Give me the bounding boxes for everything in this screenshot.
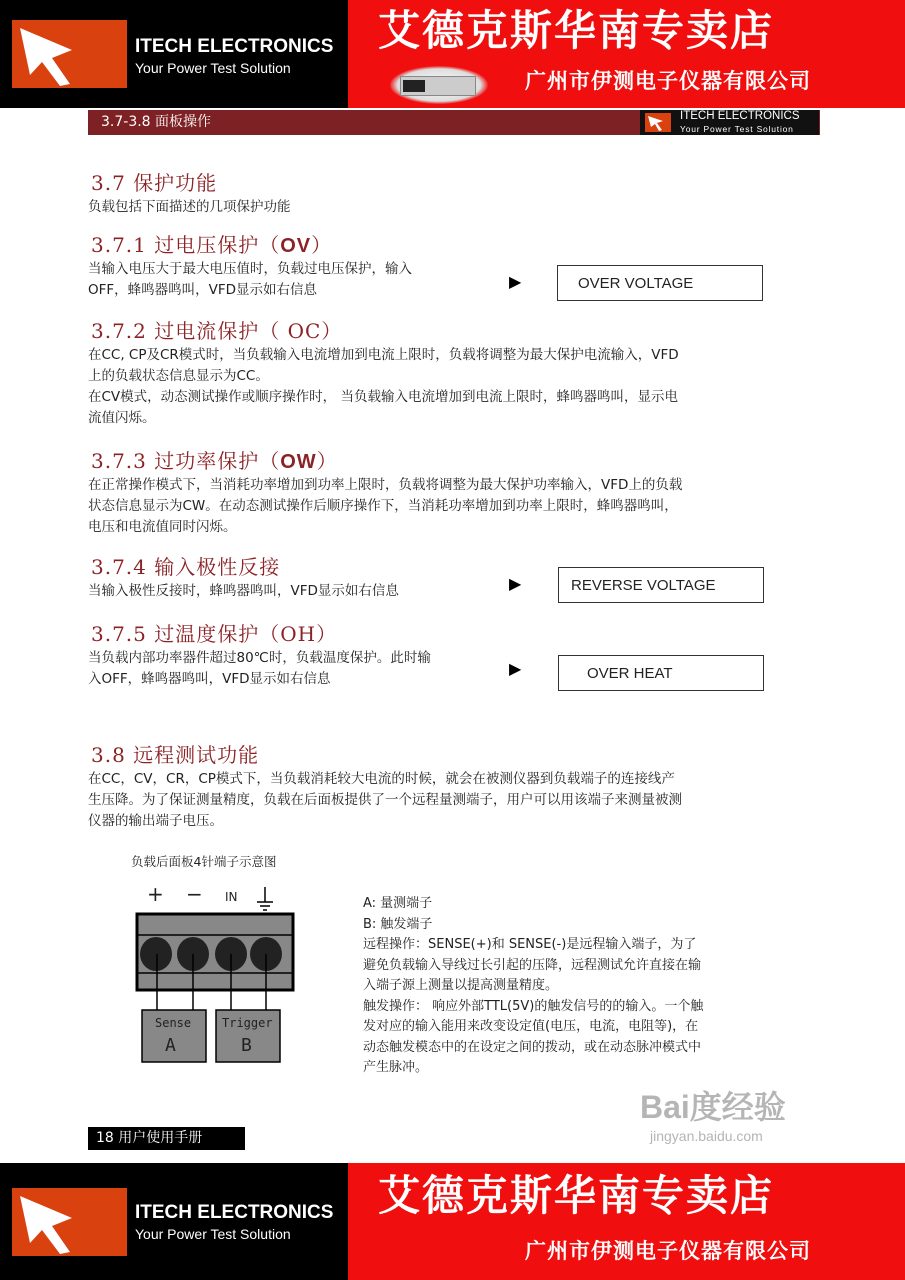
in-label: IN bbox=[225, 890, 238, 904]
brand-name: ITECH ELECTRONICS bbox=[135, 36, 334, 57]
brand-name: ITECH ELECTRONICS bbox=[135, 1202, 334, 1223]
plus-label: + bbox=[147, 882, 164, 906]
arrow-right-icon: ▶ bbox=[509, 659, 522, 678]
reverse-text: 当输入极性反接时，蜂鸣器鸣叫，VFD显示如右信息 bbox=[88, 583, 399, 599]
heading-oh: 3.7.5 过温度保护（OH） bbox=[91, 622, 338, 646]
itech-logo bbox=[12, 1188, 127, 1256]
intro-text: 负载包括下面描述的几项保护功能 bbox=[88, 199, 291, 215]
vfd-over-heat: OVER HEAT bbox=[558, 655, 764, 691]
company-name: 广州市伊测电子仪器有限公司 bbox=[525, 1239, 811, 1263]
ov-text: 当输入电压大于最大电压值时，负载过电压保护，输入 OFF，蜂鸣器鸣叫，VFD显示如右信息 bbox=[88, 261, 412, 298]
vfd-reverse-voltage: REVERSE VOLTAGE bbox=[558, 567, 764, 603]
itech-logo bbox=[12, 20, 127, 88]
mini-brand: ITECH ELECTRONICS bbox=[680, 110, 800, 122]
heading-reverse: 3.7.4 输入极性反接 bbox=[91, 555, 281, 579]
baidu-watermark-url: jingyan.baidu.com bbox=[650, 1128, 763, 1144]
company-name: 广州市伊测电子仪器有限公司 bbox=[525, 69, 811, 93]
shop-name: 艾德克斯华南专卖店 bbox=[378, 6, 775, 55]
sense-label: Sense bbox=[155, 1016, 192, 1030]
page-number: 18 用户使用手册 bbox=[88, 1127, 245, 1150]
brand-tagline: Your Power Test Solution bbox=[135, 60, 291, 76]
terminal-diagram bbox=[135, 880, 295, 1065]
mini-tagline: Your Power Test Solution bbox=[680, 124, 794, 134]
device-icon bbox=[400, 76, 476, 96]
terminal-block bbox=[135, 880, 295, 1065]
heading-ov: 3.7.1 过电压保护（OV） bbox=[91, 233, 333, 257]
brand-tagline: Your Power Test Solution bbox=[135, 1226, 291, 1242]
arrow-right-icon: ▶ bbox=[509, 574, 522, 593]
ow-text: 在正常操作模式下，当消耗功率增加到功率上限时，负载将调整为最大保护功率输入，VFD上的负载 状态信息显示为CW。在动态测试操作后顺序操作下，当消耗功率增加到功率上限时，蜂鸣器鸣叫， 电压和电流值同时闪烁。 bbox=[88, 477, 683, 535]
a-label: A bbox=[165, 1035, 176, 1056]
remote-text: 在CC，CV，CR，CP模式下，当负载消耗较大电流的时候，就会在被测仪器到负载端子的连接线产 生压降。为了保证测量精度，负载在后面板提供了一个远程量测端子，用户可以用该端子来测量被测 仪器的输出端子电压。 bbox=[88, 771, 682, 829]
minus-label: − bbox=[186, 882, 203, 906]
terminal-description: A: 量测端子 B: 触发端子 远程操作：SENSE(+)和 SENSE(-)是远程输入端子，为了 避免负载输入导线过长引起的压降，远程测试允许直接在输 入端子源上测量以提高测量精度。 触发操作： 响应外部TTL(5V)的触发信号的的输入。一个触 发对应的输入能用来改变设定值(电压，电流，电阻等)，在 动态触发模态中的在设定之间的拨动，或在动态脉冲模式中 产生脉冲。 bbox=[363, 896, 704, 1075]
shop-name: 艾德克斯华南专卖店 bbox=[378, 1171, 775, 1220]
heading-3-8: 3.8 远程测试功能 bbox=[91, 743, 260, 767]
baidu-watermark: Bai度经验 bbox=[640, 1089, 786, 1125]
oc-text: 在CC, CP及CR模式时，当负载输入电流增加到电流上限时，负载将调整为最大保护电流输入，VFD 上的负载状态信息显示为CC。 在CV模式，动态测试操作或顺序操作时， 当负载输入电流增加到电流上限时，蜂鸣器鸣叫，显示电 流值闪烁。 bbox=[88, 347, 679, 426]
diagram-caption: 负载后面板4针端子示意图 bbox=[131, 854, 277, 869]
oh-text: 当负载内部功率器件超过80℃时，负载温度保护。此时输 入OFF，蜂鸣器鸣叫，VFD显示如右信息 bbox=[88, 650, 431, 687]
heading-3-7: 3.7 保护功能 bbox=[91, 171, 218, 195]
arrow-right-icon: ▶ bbox=[509, 272, 522, 291]
heading-oc: 3.7.2 过电流保护（ OC） bbox=[91, 319, 343, 343]
section-title: 3.7-3.8 面板操作 bbox=[101, 114, 212, 130]
b-label: B bbox=[241, 1035, 252, 1056]
mini-logo-icon bbox=[645, 113, 671, 132]
trigger-label: Trigger bbox=[222, 1016, 273, 1030]
heading-ow: 3.7.3 过功率保护（OW） bbox=[91, 449, 338, 473]
vfd-over-voltage: OVER VOLTAGE bbox=[557, 265, 763, 301]
